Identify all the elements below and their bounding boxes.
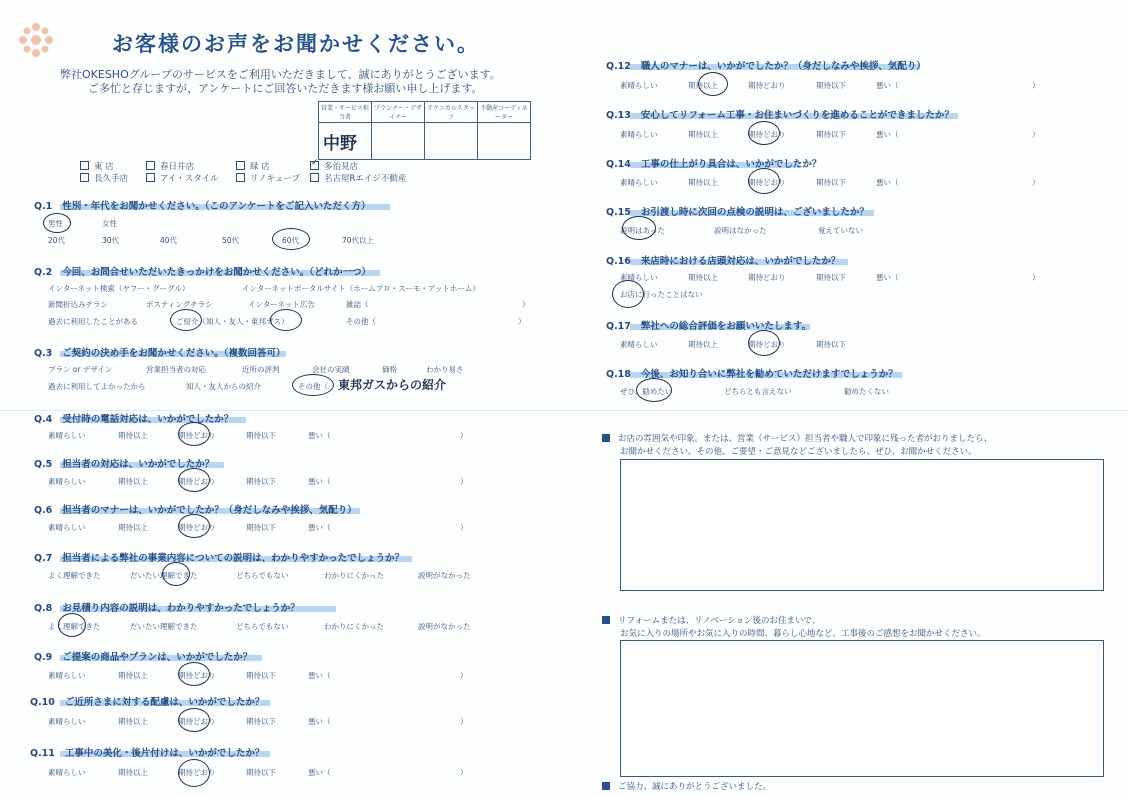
q3-handwriting: 東邦ガスからの紹介 bbox=[338, 378, 447, 392]
staff-signature-cell[interactable] bbox=[372, 123, 425, 160]
answer-circle bbox=[272, 228, 310, 250]
scale-option[interactable]: 期待以上 bbox=[118, 477, 148, 486]
q1-option[interactable]: 50代 bbox=[222, 236, 240, 245]
answer-circle bbox=[636, 378, 672, 402]
q8-option[interactable]: どちらでもない bbox=[236, 622, 289, 631]
intro-line-1: 弊社OKESHOグループのサービスをご利用いただきまして、誠にありがとうございます。 bbox=[60, 68, 501, 81]
scale-option[interactable]: 期待以下 bbox=[246, 717, 276, 726]
thanks-line: ご協力、誠にありがとうございました。 bbox=[602, 780, 771, 792]
q3-option[interactable]: 会社の実績 bbox=[312, 365, 350, 374]
scale-option[interactable]: 期待以上 bbox=[118, 717, 148, 726]
scale-close: ） bbox=[460, 717, 468, 726]
scale-option[interactable]: 期待どおり bbox=[748, 81, 786, 90]
q17-option[interactable]: 期待どおり bbox=[748, 340, 786, 349]
comment2-prompt-line-1: リフォームまたは、リノベーション後のお住まいで、 bbox=[602, 614, 820, 626]
staff-signature-cell[interactable] bbox=[478, 123, 531, 160]
q15-option[interactable]: 覚えていない bbox=[818, 226, 863, 235]
branch-option[interactable]: 長久手店 bbox=[80, 172, 128, 184]
q3-option[interactable]: プラン or デザイン bbox=[48, 365, 113, 374]
q2-option[interactable]: ご紹介（知人・友人・東邦ガス） bbox=[176, 317, 289, 326]
answer-circle bbox=[270, 309, 302, 331]
comment1-textarea[interactable] bbox=[620, 459, 1104, 591]
scale-option[interactable]: 期待どおり bbox=[748, 273, 786, 282]
scale-option[interactable]: 期待どおり bbox=[748, 130, 786, 139]
scale-option[interactable]: 悪い（ bbox=[876, 178, 899, 187]
scale-close: ） bbox=[460, 768, 468, 777]
scale-option[interactable]: 期待以下 bbox=[246, 768, 276, 777]
branch-option[interactable]: 東 店 bbox=[80, 160, 114, 172]
q18-question: Q.18 今後、お知り合いに弊社を勧めていただけますでしょうか？ bbox=[606, 369, 898, 380]
answer-circle bbox=[178, 468, 210, 492]
comment2-prompt-line-2: お気に入りの場所やお気に入りの時間、暮らし心地など、工事後のご感想をお聞かせください。 bbox=[620, 629, 986, 639]
scale-option[interactable]: 期待どおり bbox=[178, 477, 216, 486]
staff-signature-cell[interactable] bbox=[319, 123, 372, 160]
q3-option[interactable]: 営業担当者の対応 bbox=[146, 365, 206, 374]
q15-option[interactable]: 説明はあった bbox=[620, 226, 665, 235]
q2-option-close: ） bbox=[522, 300, 530, 309]
q2-option[interactable]: インターネット広告 bbox=[248, 300, 315, 309]
scale-option[interactable]: 期待どおり bbox=[178, 523, 216, 532]
q2-option[interactable]: インターネット検索（ヤフー・グーグル） bbox=[48, 284, 190, 293]
scale-option[interactable]: 期待以上 bbox=[118, 523, 148, 532]
q14-question: Q.14 工事の仕上がり具合は、いかがでしたか？ bbox=[606, 159, 822, 170]
q16-question: Q.16 来店時における店頭対応は、いかがでしたか？ bbox=[606, 256, 841, 267]
answer-circle bbox=[162, 562, 190, 586]
scale-option[interactable]: 悪い（ bbox=[308, 671, 331, 680]
staff-signature: 中野 bbox=[323, 134, 357, 154]
scale-option[interactable]: 悪い（ bbox=[308, 523, 331, 532]
q7-question: Q.7 担当者による弊社の事業内容についての説明は、わかりやすかったでしょうか？ bbox=[34, 553, 405, 564]
scale-close: ） bbox=[1032, 81, 1040, 90]
scale-option[interactable]: 素晴らしい bbox=[48, 523, 86, 532]
branch-option[interactable]: 春日井店 bbox=[146, 160, 194, 172]
scale-option[interactable]: 期待以上 bbox=[118, 671, 148, 680]
answer-circle bbox=[178, 662, 210, 686]
scale-option[interactable]: 悪い（ bbox=[876, 273, 899, 282]
scale-option[interactable]: 素晴らしい bbox=[48, 768, 86, 777]
scale-option[interactable]: 期待以上 bbox=[118, 768, 148, 777]
q8-option[interactable]: だいたい理解できた bbox=[130, 622, 198, 631]
scale-option[interactable]: 期待どおり bbox=[178, 717, 216, 726]
answer-circle bbox=[43, 213, 71, 233]
scale-option[interactable]: 期待以下 bbox=[816, 130, 846, 139]
branch-option[interactable]: リノキューブ bbox=[236, 172, 300, 184]
q18-option[interactable]: 勧めたくない bbox=[844, 387, 889, 396]
q15-option[interactable]: 説明はなかった bbox=[714, 226, 767, 235]
scale-option[interactable]: 期待どおり bbox=[178, 431, 216, 440]
comment2-textarea[interactable] bbox=[620, 640, 1104, 777]
scale-option[interactable]: 素晴らしい bbox=[48, 477, 86, 486]
scale-option[interactable]: 期待以上 bbox=[118, 431, 148, 440]
q12-question: Q.12 職人のマナーは、いかがでしたか？（身だしなみや挨拶、気配り） bbox=[606, 61, 926, 72]
q8-option[interactable]: よく理解できた bbox=[48, 622, 101, 631]
scale-option[interactable]: 期待以下 bbox=[246, 477, 276, 486]
scale-close: ） bbox=[1032, 273, 1040, 282]
q1-option[interactable]: 40代 bbox=[160, 236, 178, 245]
q3-option[interactable]: 近所の評判 bbox=[242, 365, 280, 374]
scale-option[interactable]: 期待以下 bbox=[246, 523, 276, 532]
scale-option[interactable]: 期待以下 bbox=[816, 81, 846, 90]
q3-option[interactable]: 過去に利用してよかったから bbox=[48, 382, 146, 391]
branch-option[interactable]: アイ・スタイル bbox=[146, 172, 219, 184]
scale-option[interactable]: 素晴らしい bbox=[48, 671, 86, 680]
q1-option[interactable]: 70代以上 bbox=[342, 236, 375, 245]
comment1-prompt-line-1: お店の雰囲気や印象。または、営業（サービス）担当者や職人で印象に残った者がおりましたら、 bbox=[602, 432, 992, 444]
answer-circle bbox=[748, 121, 780, 145]
answer-circle bbox=[178, 422, 210, 446]
scale-option[interactable]: 素晴らしい bbox=[620, 81, 658, 90]
scale-option[interactable]: 期待以上 bbox=[688, 273, 718, 282]
staff-header: テクニカルスタッフ bbox=[425, 102, 478, 123]
answer-circle bbox=[748, 330, 780, 356]
staff-header: 不動産コーディネーター bbox=[478, 102, 531, 123]
scale-close: ） bbox=[460, 477, 468, 486]
answer-circle bbox=[58, 613, 86, 637]
scale-option[interactable]: 期待どおり bbox=[178, 671, 216, 680]
answer-circle bbox=[698, 72, 728, 96]
staff-header: プランナー・デザイナー bbox=[372, 102, 425, 123]
scale-option[interactable]: 期待以下 bbox=[246, 431, 276, 440]
q3-question: Q.3 ご契約の決め手をお聞かせください。（複数回答可） bbox=[34, 348, 286, 359]
answer-circle bbox=[622, 216, 656, 240]
scale-option[interactable]: 期待以上 bbox=[688, 81, 718, 90]
q17-option[interactable]: 期待以下 bbox=[816, 340, 846, 349]
intro-line-2: ご多忙と存じますが、アンケートにご回答いただきます様お願い申し上げます。 bbox=[88, 82, 483, 95]
q1-option[interactable]: 60代 bbox=[282, 236, 300, 245]
scale-option[interactable]: 素晴らしい bbox=[48, 717, 86, 726]
q8-option[interactable]: 説明がなかった bbox=[418, 622, 471, 631]
answer-circle bbox=[178, 708, 210, 732]
scale-option[interactable]: 悪い（ bbox=[308, 717, 331, 726]
staff-table bbox=[318, 101, 531, 160]
q3-option[interactable]: 知人・友人からの紹介 bbox=[186, 382, 261, 391]
comment1-prompt-line-2: お聞かせください。その他、ご要望・ご意見などございましたら、ぜひ、お聞かせください。 bbox=[620, 447, 977, 457]
scale-option[interactable]: 期待どおり bbox=[178, 768, 216, 777]
answer-circle bbox=[292, 374, 334, 396]
scale-option[interactable]: 期待以下 bbox=[816, 178, 846, 187]
q17-option[interactable]: 素晴らしい bbox=[620, 340, 658, 349]
scale-option[interactable]: 期待以上 bbox=[688, 130, 718, 139]
q1-option[interactable]: 男性 bbox=[48, 219, 63, 228]
q8-option[interactable]: わかりにくかった bbox=[324, 622, 384, 631]
bullet-square-icon bbox=[602, 616, 610, 624]
answer-circle bbox=[170, 309, 202, 331]
q2-option[interactable]: ポスティングチラシ bbox=[146, 300, 213, 309]
q7-option[interactable]: 説明がなかった bbox=[418, 571, 471, 580]
q10-question: Q.10 ご近所さまに対する配慮は、いかがでしたか？ bbox=[30, 697, 265, 708]
scale-option[interactable]: 悪い（ bbox=[308, 477, 331, 486]
staff-signature-cell[interactable] bbox=[425, 123, 478, 160]
bullet-square-icon bbox=[602, 782, 610, 790]
q1-option[interactable]: 30代 bbox=[102, 236, 120, 245]
staff-header: 営業・サービス担当者 bbox=[319, 102, 372, 123]
q18-option[interactable]: どちらとも言えない bbox=[724, 387, 792, 396]
answer-circle bbox=[178, 514, 210, 538]
scale-option[interactable]: 悪い（ bbox=[308, 431, 331, 440]
scale-option[interactable]: 期待以下 bbox=[246, 671, 276, 680]
q3-option[interactable]: その他（ bbox=[298, 382, 328, 391]
scale-close: ） bbox=[460, 523, 468, 532]
q7-option[interactable]: だいたい理解できた bbox=[130, 571, 198, 580]
q2-question: Q.2 今回、お問合せいただいたきっかけをお聞かせください。（どれか一つ） bbox=[34, 267, 372, 278]
q11-question: Q.11 工事中の美化・後片付けは、いかがでしたか？ bbox=[30, 748, 265, 759]
q2-option[interactable]: 雑誌（ bbox=[346, 300, 369, 309]
page-title: お客様のお声をお聞かせください。 bbox=[112, 32, 480, 56]
q1-option[interactable]: 20代 bbox=[48, 236, 66, 245]
q7-option[interactable]: どちらでもない bbox=[236, 571, 289, 580]
bullet-square-icon bbox=[602, 434, 610, 442]
scale-option[interactable]: 素晴らしい bbox=[620, 178, 658, 187]
scale-close: ） bbox=[1032, 178, 1040, 187]
q3-option[interactable]: 価格 bbox=[382, 365, 397, 374]
q2-option[interactable]: 過去に利用したことがある bbox=[48, 317, 138, 326]
q15-question: Q.15 お引渡し時に次回の点検の説明は、ございましたか？ bbox=[606, 207, 869, 218]
q8-question: Q.8 お見積り内容の説明は、わかりやすかったでしょうか？ bbox=[34, 603, 300, 614]
branch-option-checked[interactable]: ✓ 多治見店 bbox=[311, 158, 359, 172]
scale-option[interactable]: 悪い（ bbox=[308, 768, 331, 777]
scale-option[interactable]: 期待以下 bbox=[816, 273, 846, 282]
q16-extra-option[interactable]: お店に行ったことはない bbox=[620, 290, 703, 299]
q17-question: Q.17 弊社への総合評価をお願いいたします。 bbox=[606, 321, 812, 332]
q9-question: Q.9 ご提案の商品やプランは、いかがでしたか？ bbox=[34, 652, 253, 663]
q1-question: Q.1 性別・年代をお聞かせください。（このアンケートをご記入いただく方） bbox=[34, 201, 371, 212]
q2-option[interactable]: インターネットポータルサイト（ホームプロ・スーモ・アットホーム） bbox=[242, 284, 480, 293]
q2-option-close: ） bbox=[518, 317, 526, 326]
q5-question: Q.5 担当者の対応は、いかがでしたか？ bbox=[34, 459, 215, 470]
answer-circle bbox=[178, 759, 210, 787]
scale-option[interactable]: 素晴らしい bbox=[48, 431, 86, 440]
q13-question: Q.13 安心してリフォーム工事・お住まいづくりを進めることができましたか？ bbox=[606, 110, 954, 121]
answer-circle bbox=[612, 280, 644, 308]
q3-option[interactable]: わかり易さ bbox=[426, 365, 464, 374]
scale-close: ） bbox=[460, 431, 468, 440]
q17-option[interactable]: 期待以上 bbox=[688, 340, 718, 349]
q1-option[interactable]: 女性 bbox=[102, 219, 117, 228]
branch-option[interactable]: 名古屋Rエイジ不動産 bbox=[310, 172, 406, 184]
q18-option[interactable]: ぜひ、勧めたい bbox=[620, 387, 673, 396]
q7-option[interactable]: よく理解できた bbox=[48, 571, 101, 580]
q6-question: Q.6 担当者のマナーは、いかがでしたか？（身だしなみや挨拶、気配り） bbox=[34, 505, 357, 516]
branch-option[interactable]: 緑 店 bbox=[236, 160, 270, 172]
scale-option[interactable]: 期待以上 bbox=[688, 178, 718, 187]
scale-option[interactable]: 期待どおり bbox=[748, 178, 786, 187]
scale-option[interactable]: 素晴らしい bbox=[620, 130, 658, 139]
scale-close: ） bbox=[460, 671, 468, 680]
q2-option[interactable]: 新聞折込みチラシ bbox=[48, 300, 108, 309]
scale-option[interactable]: 悪い（ bbox=[876, 130, 899, 139]
okesho-logo bbox=[14, 18, 58, 62]
scale-option[interactable]: 素晴らしい bbox=[620, 273, 658, 282]
q7-option[interactable]: わかりにくかった bbox=[324, 571, 384, 580]
answer-circle bbox=[748, 168, 780, 194]
scale-option[interactable]: 悪い（ bbox=[876, 81, 899, 90]
scale-close: ） bbox=[1032, 130, 1040, 139]
q4-question: Q.4 受付時の電話対応は、いかがでしたか？ bbox=[34, 414, 234, 425]
q2-option[interactable]: その他（ bbox=[346, 317, 376, 326]
